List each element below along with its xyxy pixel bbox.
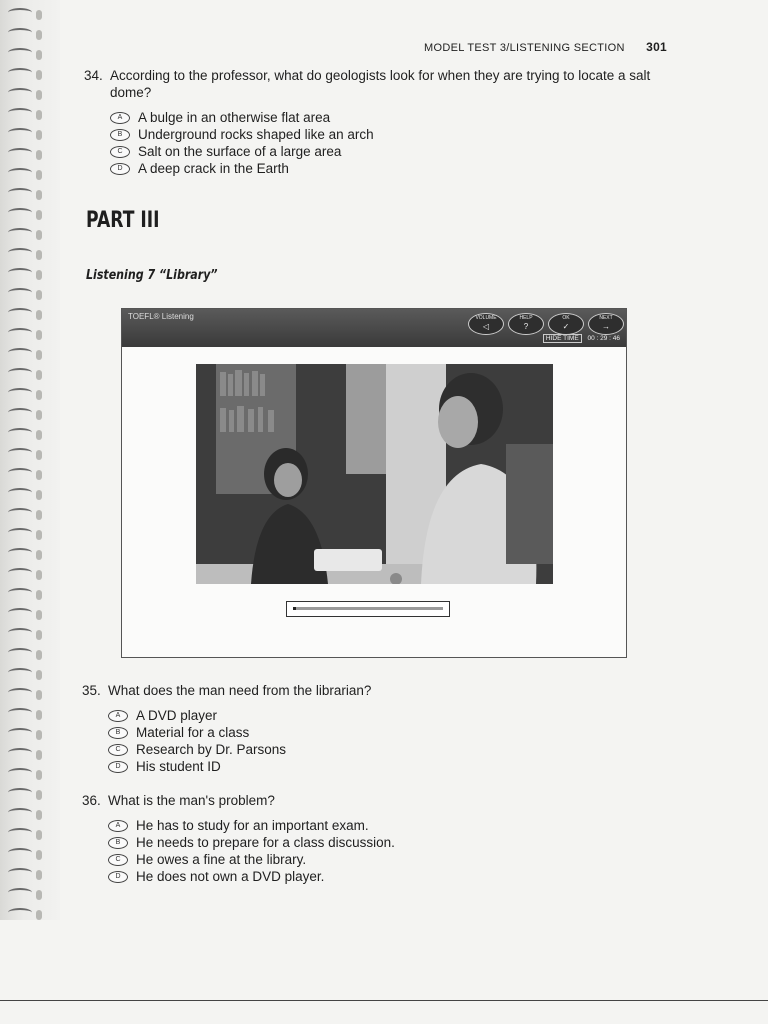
binding-hole: [36, 650, 42, 660]
answer-oval-icon[interactable]: B: [108, 837, 128, 849]
app-title: TOEFL® Listening: [128, 312, 194, 321]
next-button[interactable]: [588, 313, 624, 335]
binding-coil: [8, 108, 32, 117]
answer-text: A bulge in an otherwise flat area: [138, 110, 331, 125]
binding-coil: [8, 448, 32, 457]
binding-hole: [36, 310, 42, 320]
answer-option[interactable]: [108, 707, 628, 724]
binding-coil: [8, 788, 32, 797]
binding-hole: [36, 490, 42, 500]
audio-progress-bar: [286, 601, 450, 617]
binding-hole: [36, 450, 42, 460]
answer-text: Research by Dr. Parsons: [136, 742, 287, 757]
binding-coil: [8, 668, 32, 677]
binding-hole: [36, 690, 42, 700]
answer-oval-icon[interactable]: D: [108, 761, 128, 773]
binding-hole: [36, 290, 42, 300]
volume-button[interactable]: [468, 313, 504, 335]
binding-hole: [36, 770, 42, 780]
binding-hole: [36, 390, 42, 400]
binding-hole: [36, 110, 42, 120]
check-icon: ✓: [562, 322, 570, 331]
answer-oval-icon[interactable]: C: [108, 744, 128, 756]
binding-hole: [36, 30, 42, 40]
binding-coil: [8, 88, 32, 97]
binding-hole: [36, 230, 42, 240]
answer-option[interactable]: [110, 160, 680, 177]
library-scene-illustration: [196, 364, 553, 584]
binding-hole: [36, 470, 42, 480]
hide-time-button[interactable]: HIDE TIME: [543, 334, 582, 343]
answer-oval-icon[interactable]: A: [108, 820, 128, 832]
binding-coil: [8, 888, 32, 897]
binding-hole: [36, 210, 42, 220]
toefl-screen: [121, 308, 627, 658]
next-arrow-icon: →: [602, 322, 610, 331]
answer-text: He needs to prepare for a class discussion.: [136, 835, 395, 850]
binding-coil: [8, 848, 32, 857]
binding-coil: [8, 208, 32, 217]
question-text: According to the professor, what do geologists look for when they are trying to locate a salt dome?: [110, 68, 651, 100]
binding-coil: [8, 728, 32, 737]
binding-coil: [8, 28, 32, 37]
binding-coil: [8, 348, 32, 357]
binding-coil: [8, 468, 32, 477]
binding-coil: [8, 168, 32, 177]
binding-hole: [36, 830, 42, 840]
screen-titlebar: [122, 309, 626, 347]
button-label: NEXT: [599, 315, 613, 321]
question-text: What does the man need from the librarian?: [108, 683, 372, 698]
binding-coil: [8, 128, 32, 137]
answer-oval-icon[interactable]: C: [108, 854, 128, 866]
answer-option[interactable]: [108, 817, 628, 834]
answer-option[interactable]: [108, 758, 628, 775]
binding-coil: [8, 328, 32, 337]
binding-hole: [36, 370, 42, 380]
binding-coil: [8, 808, 32, 817]
answer-oval-icon[interactable]: A: [108, 710, 128, 722]
answer-text: Underground rocks shaped like an arch: [138, 127, 374, 142]
progress-track: [293, 607, 443, 610]
binding-coil: [8, 268, 32, 277]
answer-oval-icon[interactable]: D: [110, 163, 130, 175]
binding-hole: [36, 710, 42, 720]
volume-icon: ◁: [482, 322, 490, 331]
question-number: 34.: [84, 68, 103, 83]
binding-hole: [36, 570, 42, 580]
binding-hole: [36, 610, 42, 620]
question-36: [82, 792, 628, 885]
binding-hole: [36, 10, 42, 20]
answer-option[interactable]: [110, 143, 680, 160]
answer-text: Salt on the surface of a large area: [138, 144, 342, 159]
binding-hole: [36, 70, 42, 80]
binding-hole: [36, 870, 42, 880]
binding-coil: [8, 768, 32, 777]
ok-button[interactable]: [548, 313, 584, 335]
page-number: 301: [646, 40, 668, 54]
binding-coil: [8, 528, 32, 537]
binding-hole: [36, 750, 42, 760]
binding-hole: [36, 550, 42, 560]
button-label: VOLUME: [475, 315, 497, 321]
binding-hole: [36, 50, 42, 60]
binding-coil: [8, 148, 32, 157]
answer-oval-icon[interactable]: A: [110, 112, 130, 124]
binding-hole: [36, 270, 42, 280]
binding-hole: [36, 150, 42, 160]
binding-coil: [8, 608, 32, 617]
answer-options: [108, 707, 628, 775]
binding-hole: [36, 590, 42, 600]
help-button[interactable]: [508, 313, 544, 335]
binding-coil: [8, 688, 32, 697]
binding-coil: [8, 648, 32, 657]
binding-coil: [8, 308, 32, 317]
binding-coil: [8, 628, 32, 637]
answer-oval-icon[interactable]: B: [110, 129, 130, 141]
answer-text: Material for a class: [136, 725, 250, 740]
answer-option[interactable]: [110, 126, 680, 143]
binding-hole: [36, 190, 42, 200]
binding-coil: [8, 748, 32, 757]
binding-hole: [36, 130, 42, 140]
binding-coil: [8, 408, 32, 417]
answer-option[interactable]: [110, 109, 680, 126]
answer-text: He does not own a DVD player.: [136, 869, 325, 884]
answer-oval-icon[interactable]: C: [110, 146, 130, 158]
question-34: [84, 67, 680, 177]
binding-hole: [36, 730, 42, 740]
binding-coil: [8, 908, 32, 917]
binding-coil: [8, 368, 32, 377]
binding-coil: [8, 228, 32, 237]
binding-coil: [8, 48, 32, 57]
answer-option[interactable]: [108, 741, 628, 758]
binding-hole: [36, 510, 42, 520]
spiral-binding: [0, 0, 60, 920]
binding-hole: [36, 850, 42, 860]
answer-text: A DVD player: [136, 708, 218, 723]
library-photo: [196, 364, 553, 584]
binding-coil: [8, 708, 32, 717]
question-number: 35.: [82, 683, 101, 698]
help-icon: ?: [523, 322, 529, 331]
question-number: 36.: [82, 793, 101, 808]
binding-coil: [8, 588, 32, 597]
button-label: HELP: [519, 315, 533, 321]
progress-fill: [293, 607, 296, 610]
time-readout: 00 : 29 : 46: [587, 335, 620, 342]
answer-options: [108, 817, 628, 885]
answer-option[interactable]: [108, 851, 628, 868]
binding-coil: [8, 68, 32, 77]
timer: [543, 335, 620, 342]
binding-coil: [8, 248, 32, 257]
binding-hole: [36, 90, 42, 100]
page-bottom-rule: [0, 1000, 768, 1001]
binding-hole: [36, 170, 42, 180]
part-heading: PART III: [86, 208, 160, 233]
listening-heading: Listening 7 “Library”: [86, 268, 218, 283]
question-text: What is the man's problem?: [108, 793, 275, 808]
binding-hole: [36, 810, 42, 820]
binding-coil: [8, 868, 32, 877]
binding-coil: [8, 8, 32, 17]
answer-options: [110, 109, 680, 177]
binding-hole: [36, 430, 42, 440]
binding-hole: [36, 530, 42, 540]
binding-hole: [36, 330, 42, 340]
answer-oval-icon[interactable]: D: [108, 871, 128, 883]
answer-text: A deep crack in the Earth: [138, 161, 289, 176]
binding-hole: [36, 630, 42, 640]
answer-text: His student ID: [136, 759, 221, 774]
button-label: OK: [562, 315, 570, 321]
answer-option[interactable]: [108, 724, 628, 741]
binding-coil: [8, 188, 32, 197]
binding-coil: [8, 828, 32, 837]
binding-hole: [36, 910, 42, 920]
binding-hole: [36, 790, 42, 800]
binding-hole: [36, 670, 42, 680]
section-title: MODEL TEST 3/LISTENING SECTION: [424, 42, 625, 54]
binding-coil: [8, 288, 32, 297]
answer-text: He has to study for an important exam.: [136, 818, 369, 833]
binding-hole: [36, 350, 42, 360]
binding-hole: [36, 410, 42, 420]
running-header: [424, 40, 667, 54]
answer-oval-icon[interactable]: B: [108, 727, 128, 739]
binding-hole: [36, 890, 42, 900]
binding-coil: [8, 428, 32, 437]
binding-coil: [8, 568, 32, 577]
binding-coil: [8, 388, 32, 397]
binding-hole: [36, 250, 42, 260]
binding-coil: [8, 548, 32, 557]
answer-text: He owes a fine at the library.: [136, 852, 307, 867]
question-35: [82, 682, 628, 775]
answer-option[interactable]: [108, 834, 628, 851]
binding-coil: [8, 488, 32, 497]
binding-coil: [8, 508, 32, 517]
answer-option[interactable]: [108, 868, 628, 885]
